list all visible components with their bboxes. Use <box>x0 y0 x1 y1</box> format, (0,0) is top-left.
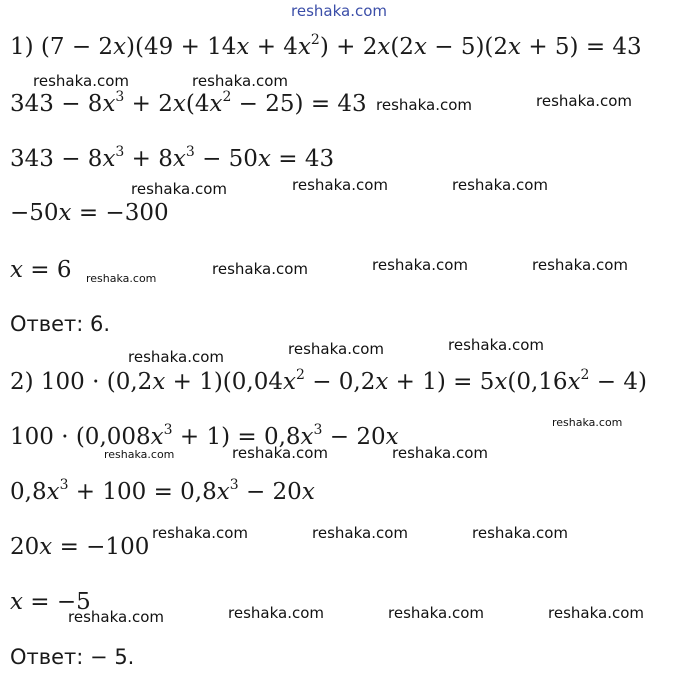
watermark-text: reshaka.com <box>104 448 175 461</box>
problem1-answer: Ответ: 6. <box>10 312 111 336</box>
watermark-text: reshaka.com <box>68 608 164 626</box>
watermark-text: reshaka.com <box>33 72 129 90</box>
watermark-text: reshaka.com <box>548 604 644 622</box>
watermark-text: reshaka.com <box>128 348 224 366</box>
problem1-step-1: $343 - 8x^3 + 2x(4x^2 - 25) = 43$ <box>10 89 367 117</box>
problem2-step-2: $0,8x^3 + 100 = 0,8x^3 - 20x$ <box>10 477 315 505</box>
problem1-number: 1) <box>10 34 34 60</box>
watermark-text: reshaka.com <box>288 340 384 358</box>
watermark-text: reshaka.com <box>452 176 548 194</box>
watermark-text: reshaka.com <box>532 256 628 274</box>
problem1-step-3: −50x = −300 <box>10 200 169 226</box>
watermark-text: reshaka.com <box>86 272 157 285</box>
watermark-text: reshaka.com <box>212 260 308 278</box>
watermark-text: reshaka.com <box>472 524 568 542</box>
watermark-text: reshaka.com <box>291 2 387 20</box>
watermark-text: reshaka.com <box>192 72 288 90</box>
problem2-step-1: $100 \cdot (0,008x^3 + 1) = 0,8x^3 - 20x$ <box>10 422 399 450</box>
problem2-result: x = −5 <box>10 589 91 615</box>
watermark-text: reshaka.com <box>152 524 248 542</box>
watermark-text: reshaka.com <box>448 336 544 354</box>
watermark-text: reshaka.com <box>228 604 324 622</box>
problem1-step-2: $343 - 8x^3 + 8x^3 - 50x = 43$ <box>10 144 335 172</box>
watermark-text: reshaka.com <box>372 256 468 274</box>
watermark-text: reshaka.com <box>232 444 328 462</box>
problem2-answer: Ответ: − 5. <box>10 645 135 669</box>
watermark-text: reshaka.com <box>392 444 488 462</box>
watermark-text: reshaka.com <box>552 416 623 429</box>
watermark-text: reshaka.com <box>131 180 227 198</box>
watermark-text: reshaka.com <box>312 524 408 542</box>
watermark-text: reshaka.com <box>536 92 632 110</box>
watermark-text: reshaka.com <box>376 96 472 114</box>
watermark-text: reshaka.com <box>292 176 388 194</box>
problem2-number: 2) <box>10 369 34 395</box>
problem2-step-3: 20x = −100 <box>10 534 150 560</box>
problem1-equation: 1) $(7 - 2x)(49 + 14x + 4x^2) + 2x(2x - 5)(2x + 5) = 43$ <box>10 32 642 60</box>
problem1-result: x = 6 <box>10 257 72 283</box>
watermark-text: reshaka.com <box>388 604 484 622</box>
problem2-equation: 2) $100 \cdot (0,2x + 1)(0,04x^2 - 0,2x + 1) = 5x(0,16x^2 - 4)$ <box>10 367 647 395</box>
